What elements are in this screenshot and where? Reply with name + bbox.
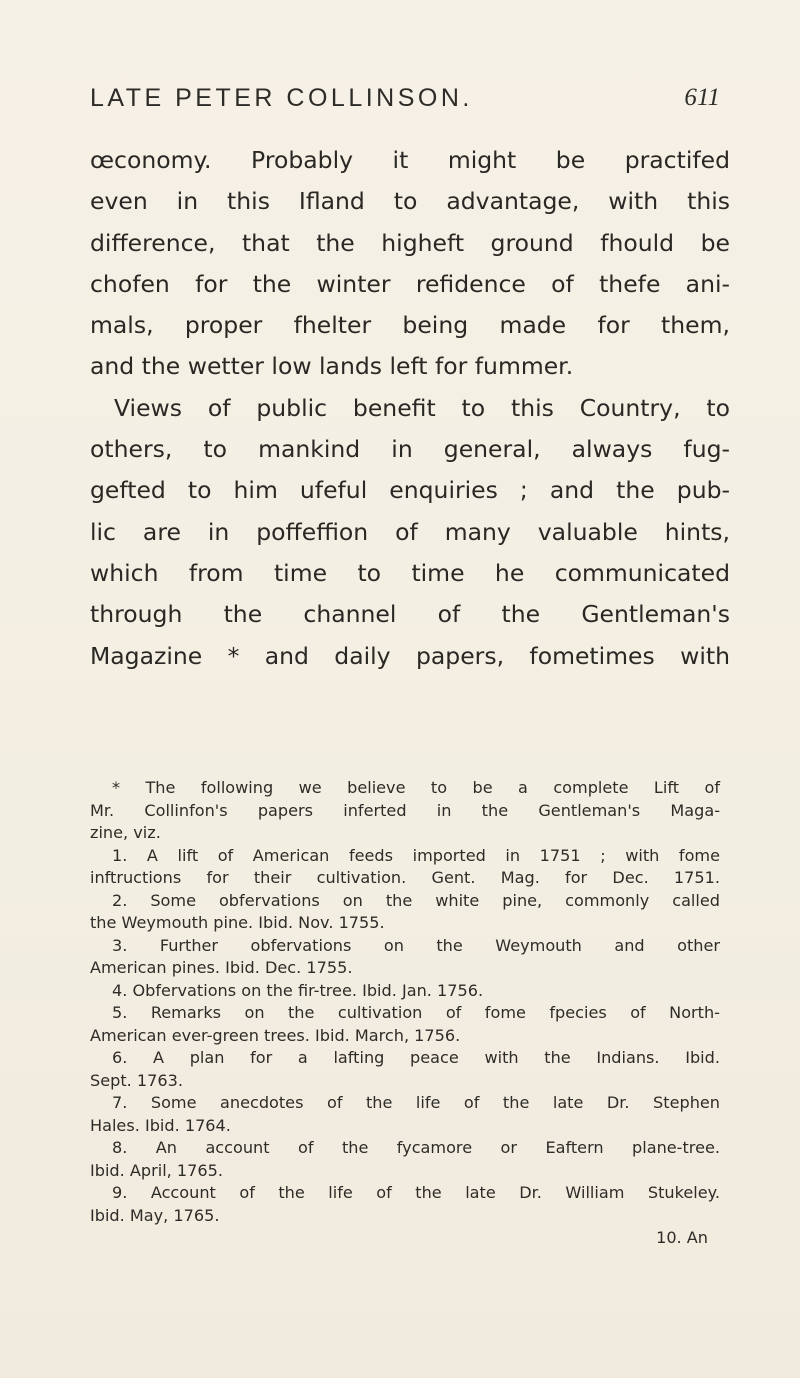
body-line: Views of public benefit to this Country, to: [114, 393, 730, 422]
body-line: mals, proper fhelter being made for them,: [90, 311, 730, 340]
body-line: through the channel of the Gentleman's: [90, 600, 730, 629]
footnote-line: * The following we believe to be a complete Lift of: [112, 778, 720, 797]
footnote-line: the Weymouth pine. Ibid. Nov. 1755.: [90, 913, 385, 932]
main-text: [90, 140, 730, 677]
footnote-line: 1. A lift of American feeds imported in 1751 ; with fome: [112, 845, 720, 865]
body-line: difference, that the higheft ground fhould be: [90, 228, 730, 257]
footnote-line: American ever-green trees. Ibid. March, 1756.: [90, 1025, 461, 1045]
footnotes: [90, 777, 720, 1250]
body-line: even in this Ifland to advantage, with this: [90, 187, 730, 216]
catchword: 10. An: [656, 1228, 708, 1247]
footnote-line: Mr. Collinfon's papers inferted in the Gentleman's Maga-: [90, 800, 720, 820]
body-line: œconomy. Probably it might be practifed: [90, 146, 730, 174]
footnote-line: American pines. Ibid. Dec. 1755.: [90, 958, 353, 977]
footnote-line: Sept. 1763.: [90, 1070, 183, 1090]
body-line: lic are in poffeffion of many valuable hints,: [90, 517, 730, 546]
body-line: Magazine * and daily papers, fometimes with: [90, 641, 730, 670]
footnote-line: 6. A plan for a lafting peace with the Indians. Ibid.: [112, 1048, 720, 1067]
footnote-line: Ibid. May, 1765.: [90, 1205, 220, 1225]
body-line: which from time to time he communicated: [90, 558, 730, 587]
body-line: gefted to him ufeful enquiries ; and the pub-: [90, 476, 730, 505]
running-head: [90, 84, 720, 124]
footnote-line: Ibid. April, 1765.: [90, 1160, 223, 1180]
body-line: chofen for the winter refidence of thefe ani-: [90, 269, 730, 298]
footnote-line: inftructions for their cultivation. Gent. Mag. for Dec. 1751.: [90, 868, 720, 887]
body-line: and the wetter low lands left for fummer.: [90, 352, 574, 381]
footnote-line: 9. Account of the life of the late Dr. William Stukeley.: [112, 1183, 720, 1202]
footnote-line: zine, viz.: [90, 823, 161, 842]
footnote-line: 5. Remarks on the cultivation of fome fpecies of North-: [112, 1003, 720, 1022]
footnote-line: 7. Some anecdotes of the life of the late Dr. Stephen: [112, 1093, 720, 1112]
footnote-line: Hales. Ibid. 1764.: [90, 1115, 231, 1135]
running-title: LATE PETER COLLINSON.: [90, 84, 473, 112]
footnote-line: 2. Some obfervations on the white pine, commonly called: [112, 890, 720, 910]
footnote-line: 8. An account of the fycamore or Eaftern plane-tree.: [112, 1138, 720, 1157]
footnote-line: 3. Further obfervations on the Weymouth and other: [112, 935, 720, 955]
page-number: 611: [684, 84, 720, 111]
footnote-line: 4. Obfervations on the fir-tree. Ibid. Jan. 1756.: [112, 980, 484, 1000]
body-line: others, to mankind in general, always fug-: [90, 435, 730, 464]
